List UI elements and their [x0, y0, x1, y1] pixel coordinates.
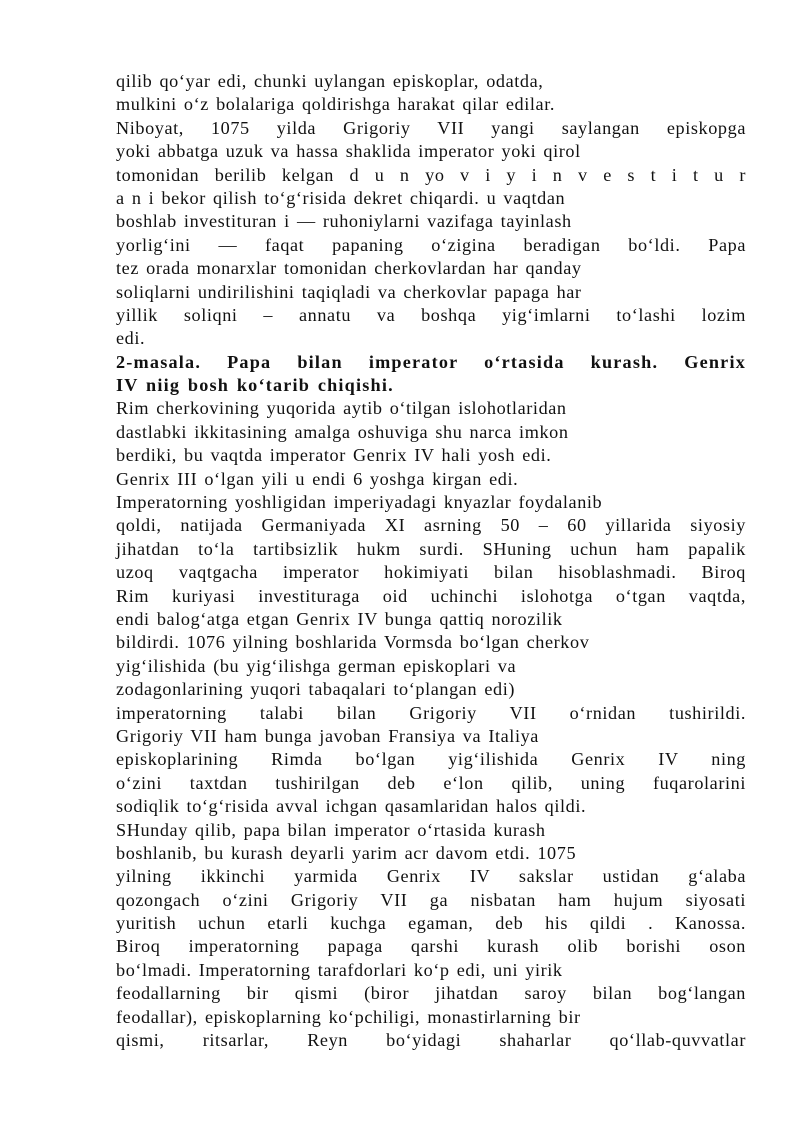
text-line: qismi, ritsarlar, Reyn bo‘yidagi shaharlar qo‘llab-quvvatlar [116, 1030, 746, 1051]
text-line: boshlab investituran i — ruhoniylarni vazifaga tayinlash [116, 211, 572, 232]
section-heading-line: 2-masala. Papa bilan imperator o‘rtasida kurash. Genrix [116, 351, 746, 372]
text-line: edi. [116, 328, 146, 349]
text-line: yig‘ilishida (bu yig‘ilishga german episkoplari va [116, 655, 517, 676]
text-line: qilib qo‘yar edi, chunki uylangan episkoplar, odatda, [116, 71, 544, 91]
text-line: SHunday qilib, papa bilan imperator o‘rtasida kurash [116, 819, 546, 840]
text-line: jihatdan to‘la tartibsizlik hukm surdi. SHuning uchun ham papalik [116, 538, 746, 559]
text-line: tez orada monarxlar tomonidan cherkovlardan har qanday [116, 258, 582, 279]
text-line: uzoq vaqtgacha imperator hokimiyati bilan hisoblashmadi. Biroq [116, 562, 746, 583]
text-line: yilning ikkinchi yarmida Genrix IV sakslar ustidan g‘alaba [116, 866, 746, 887]
text-line: episkoplarining Rimda bo‘lgan yig‘ilishida Genrix IV ning [116, 749, 746, 770]
text-line: feodallar), episkoplarning ko‘pchiligi, monastirlarning bir [116, 1006, 581, 1027]
text-line: Genrix III o‘lgan yili u endi 6 yoshga kirgan edi. [116, 468, 519, 489]
text-line: soliqlarni undirilishini taqiqladi va cherkovlar papaga har [116, 281, 582, 302]
text-line: Niboyat, 1075 yilda Grigoriy VII yangi saylangan episkopga [116, 117, 746, 138]
text-line: Rim cherkovining yuqorida aytib o‘tilgan islohotlaridan [116, 398, 567, 419]
text-line: sodiqlik to‘g‘risida avval ichgan qasamlaridan halos qildi. [116, 796, 587, 817]
text-line: Rim kuriyasi investituraga oid uchinchi islohotga o‘tgan vaqtda, [116, 585, 746, 606]
text-line: dastlabki ikkitasining amalga oshuviga shu narca imkon [116, 421, 569, 442]
text-line: yillik soliqni – annatu va boshqa yig‘imlarni to‘lashi lozim [116, 304, 746, 325]
text-line: zodagonlarining yuqori tabaqalari to‘plangan edi) [116, 679, 516, 700]
section-heading-line: IV niig bosh ko‘tarib chiqishi. [116, 375, 394, 396]
text-line: endi balog‘atga etgan Genrix IV bunga qattiq norozilik [116, 608, 563, 629]
text-line: yorlig‘ini — faqat papaning o‘zigina beradigan bo‘ldi. Papa [116, 234, 746, 255]
text-line: a n i bekor qilish to‘g‘risida dekret chiqardi. u vaqtdan [116, 187, 566, 208]
document-page [116, 70, 746, 1052]
text-line: mulkini o‘z bolalariga qoldirishga harakat qilar edilar. [116, 94, 556, 115]
text-line: bo‘lmadi. Imperatorning tarafdorlari ko‘p edi, uni yirik [116, 959, 563, 980]
text-line: Grigoriy VII ham bunga javoban Fransiya va Italiya [116, 725, 539, 746]
document-body [116, 70, 746, 1052]
text-line: Biroq imperatorning papaga qarshi kurash olib borishi oson [116, 936, 746, 957]
text-line: qoldi, natijada Germaniyada XI asrning 50 – 60 yillarida siyosiy [116, 515, 746, 536]
text-line: Imperatorning yoshligidan imperiyadagi knyazlar foydalanib [116, 492, 603, 513]
text-line: imperatorning talabi bilan Grigoriy VII o‘rnidan tushirildi. [116, 702, 746, 723]
text-line: o‘zini taxtdan tushirilgan deb e‘lon qilib, uning fuqarolarini [116, 772, 746, 793]
text-line: yuritish uchun etarli kuchga egaman, deb his qildi . Kanossa. [116, 913, 746, 934]
text-line: tomonidan berilib kelgan d u n yo v i y i n v e s t i t u r [116, 164, 746, 185]
text-line: bildirdi. 1076 yilning boshlarida Vormsda bo‘lgan cherkov [116, 632, 590, 653]
text-line: feodallarning bir qismi (biror jihatdan saroy bilan bog‘langan [116, 983, 746, 1004]
text-line: yoki abbatga uzuk va hassa shaklida imperator yoki qirol [116, 141, 581, 162]
text-line: boshlanib, bu kurash deyarli yarim acr davom etdi. 1075 [116, 842, 577, 863]
text-line: berdiki, bu vaqtda imperator Genrix IV hali yosh edi. [116, 445, 552, 466]
text-line: qozongach o‘zini Grigoriy VII ga nisbatan ham hujum siyosati [116, 889, 746, 910]
